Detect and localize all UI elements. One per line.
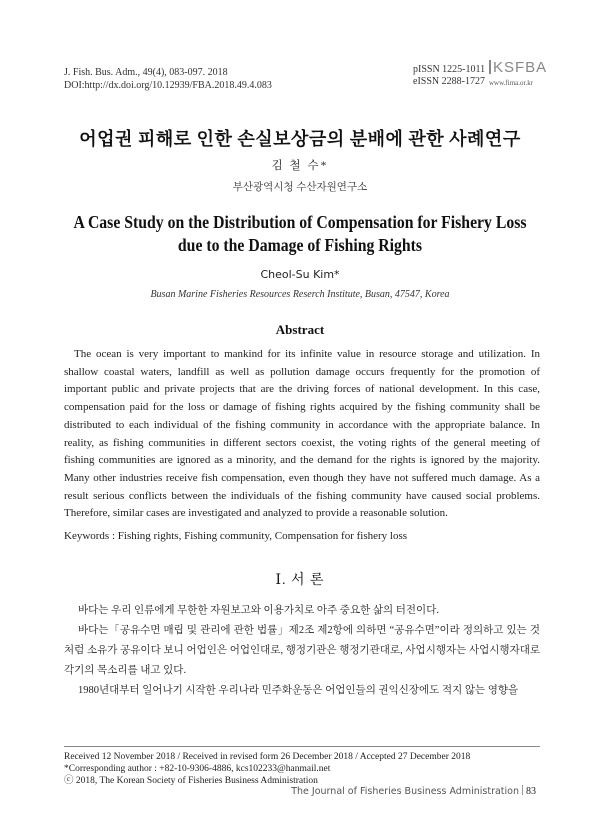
footer-divider xyxy=(522,785,523,795)
korean-title: 어업권 피해로 인한 손실보상금의 분배에 관한 사례연구 xyxy=(79,129,521,149)
section-body xyxy=(64,601,540,701)
logo-bar-icon xyxy=(489,60,491,74)
korean-affiliation: 부산광역시청 수산자원연구소 xyxy=(232,182,368,193)
english-title-line2: due to the Damage of Fishing Rights xyxy=(177,235,423,255)
footnote-rule xyxy=(64,746,540,747)
paragraph: 바다는 우리 인류에게 무한한 자원보고와 이용가치로 아주 중요한 삶의 터전이다. xyxy=(78,605,439,616)
page-number: 83 xyxy=(526,786,536,797)
english-author: Cheol-Su Kim* xyxy=(260,268,340,281)
copyright: ⓒ 2018, The Korean Society of Fisheries Business Administration xyxy=(64,776,318,786)
logo-url: www.fima.or.kr xyxy=(489,79,534,87)
citation: J. Fish. Bus. Adm., 49(4), 083-097. 2018 xyxy=(64,67,228,78)
issn-block xyxy=(413,64,485,88)
abstract-heading: Abstract xyxy=(275,322,325,337)
journal-name: The Journal of Fisheries Business Administration xyxy=(291,786,519,797)
paragraph: 1980년대부터 일어나기 시작한 우리나라 민주화운동은 어업인들의 권익신장에도 적지 않는 영향을 xyxy=(78,685,519,696)
received-dates: Received 12 November 2018 / Received in revised form 26 December 2018 / Accepted 27 December 2018 xyxy=(64,752,471,762)
english-title xyxy=(66,211,534,257)
korean-author: 김 철 수* xyxy=(271,160,329,172)
page-footer xyxy=(291,785,536,797)
english-title-line1: A Case Study on the Distribution of Compensation for Fishery Loss xyxy=(73,212,527,232)
logo-text: KSFBA xyxy=(493,59,548,76)
abstract-body: The ocean is very important to mankind for its infinite value in resource storage and utilization. In shallow coastal waters, landfill as well as pollution damage occurs frequently for the promotion of important public and private projects that are the driving forces of national development. In this case, compensation paid for the loss or damage of fishing rights acquired by the fishing community shall be distributed to each individual of the fishing community in accordance with the appropriate balance. In reality, as fishing communities in different sectors coexist, the voting rights of the general meeting of fishing communities are ignored as a minority, and the demand for the rights is ignored by the majority. Many other industries receive fish compensation, even though they have not suffered much damage. As a result serious conflicts between the individuals of the fishing community have caused social problems. Therefore, similar cases are investigated and analyzed to provide a reasonable solution. xyxy=(64,348,540,520)
eissn: eISSN 2288-1727 xyxy=(413,76,485,87)
footnotes xyxy=(64,751,470,787)
pissn: pISSN 1225-1011 xyxy=(413,64,486,75)
paragraph: 바다는「공유수면 매립 및 관리에 관한 법률」제2조 제2항에 의하면 “공유수면”이라 정의하고 있는 것처럼 소유가 공유이다 보니 어업인은 어업인대로, 행정기관은 행정기관대로, 사업시행자는 사업시행자대로 각기의 목소리를 내고 있다. xyxy=(64,625,540,676)
section-heading: Ⅰ. 서 론 xyxy=(275,573,325,588)
english-affiliation: Busan Marine Fisheries Resources Reserch Institute, Busan, 47547, Korea xyxy=(150,289,450,300)
corresponding-author: *Corresponding author : +82-10-9306-4886, kcs102233@hanmail.net xyxy=(64,764,331,774)
journal-logo xyxy=(489,60,549,88)
keywords: Keywords : Fishing rights, Fishing community, Compensation for fishery loss xyxy=(64,530,408,542)
doi-link[interactable]: DOI:http://dx.doi.org/10.12939/FBA.2018.49.4.083 xyxy=(64,80,272,91)
citation-block xyxy=(64,66,272,92)
